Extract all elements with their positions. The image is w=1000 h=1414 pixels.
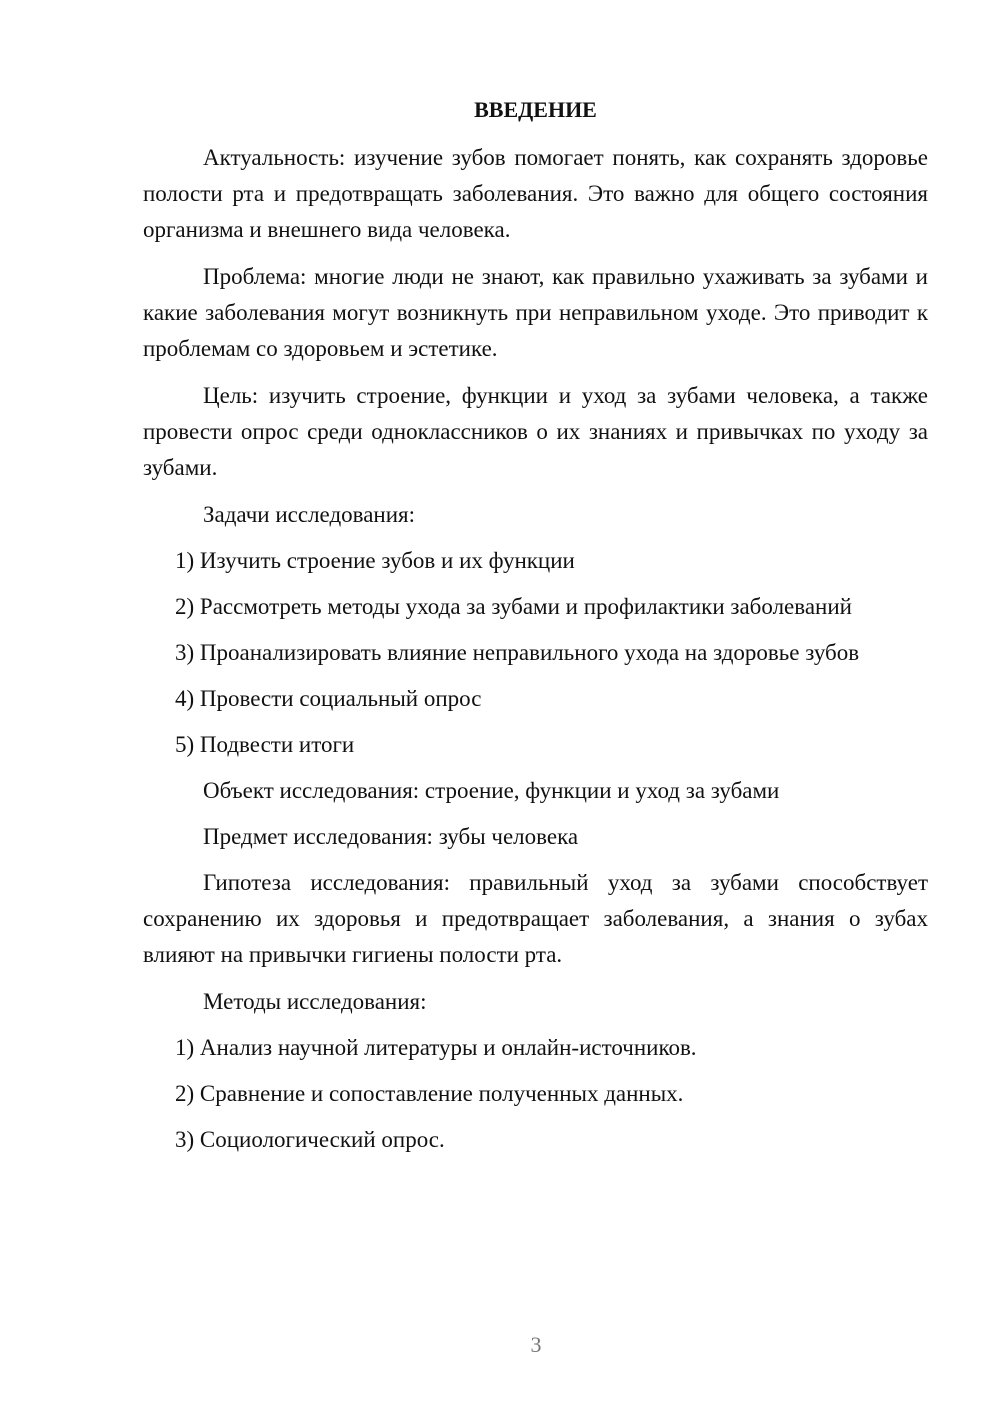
hypothesis-paragraph: Гипотеза исследования: правильный уход за зубами способствует сохранению их здоровья и предотвращает заболевания, а знания о зубах влияют на привычки гигиены полости рта.: [143, 870, 928, 967]
list-item: 2) Сравнение и сопоставление полученных данных.: [175, 1081, 684, 1106]
list-item: 1) Анализ научной литературы и онлайн-источников.: [175, 1035, 697, 1060]
list-item: 3) Проанализировать влияние неправильного ухода на здоровье зубов: [175, 640, 860, 665]
object-line: Объект исследования: строение, функции и уход за зубами: [203, 778, 780, 803]
list-item: 5) Подвести итоги: [175, 732, 355, 757]
list-item: 3) Социологический опрос.: [175, 1127, 445, 1152]
tasks-heading: Задачи исследования:: [203, 502, 416, 527]
list-item: 4) Провести социальный опрос: [175, 686, 482, 711]
page-number: 3: [530, 1332, 542, 1357]
page-title: ВВЕДЕНИЕ: [474, 97, 597, 122]
list-item: 2) Рассмотреть методы ухода за зубами и профилактики заболеваний: [175, 594, 852, 619]
problem-paragraph: Проблема: многие люди не знают, как правильно ухаживать за зубами и какие заболевания могут возникнуть при неправильном уходе. Это приводит к проблемам со здоровьем и эстетике.: [143, 264, 928, 361]
subject-line: Предмет исследования: зубы человека: [203, 824, 579, 849]
tasks-list: [143, 543, 928, 763]
goal-paragraph: Цель: изучить строение, функции и уход за зубами человека, а также провести опрос среди одноклассников о их знаниях и привычках по уходу за зубами.: [143, 383, 928, 480]
page-body: [143, 92, 928, 1168]
list-item: 1) Изучить строение зубов и их функции: [175, 548, 575, 573]
relevance-paragraph: Актуальность: изучение зубов помогает понять, как сохранять здоровье полости рта и предотвращать заболевания. Это важно для общего состояния организма и внешнего вида человека.: [143, 145, 928, 242]
methods-list: [143, 1030, 928, 1158]
methods-heading: Методы исследования:: [203, 989, 427, 1014]
